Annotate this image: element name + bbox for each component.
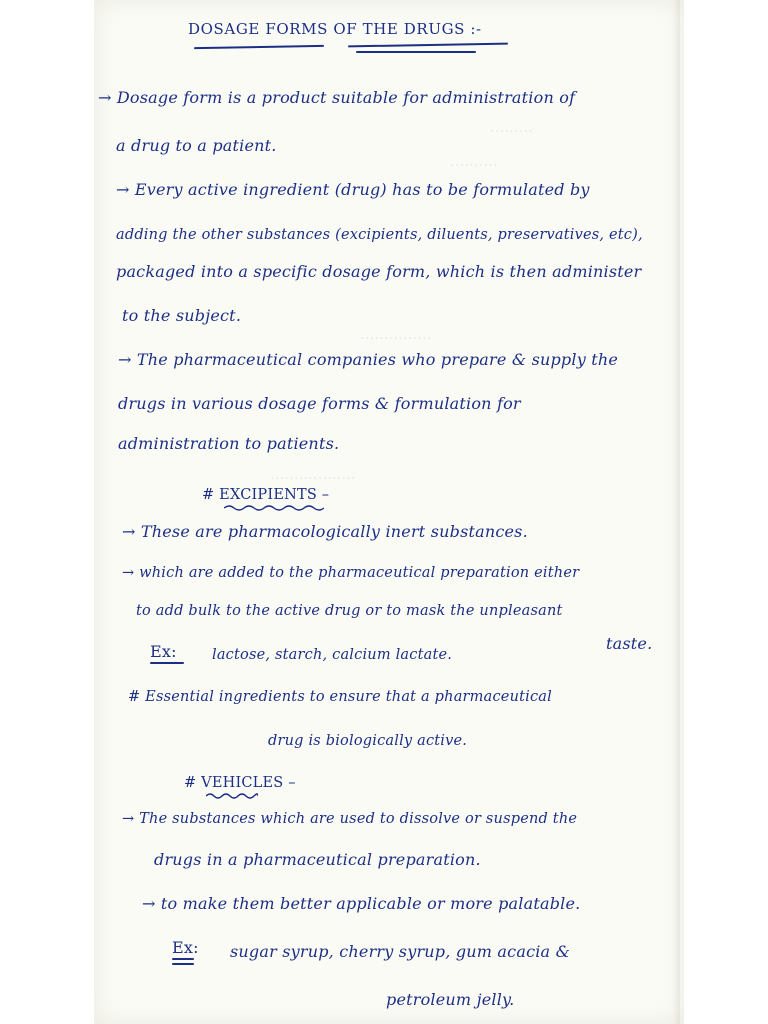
show-through: .................. [270, 465, 356, 483]
text-line: → to make them better applicable or more palatable. [142, 894, 581, 913]
example-label: Ex: [172, 938, 199, 957]
example-text: lactose, starch, calcium lactate. [212, 647, 453, 663]
show-through: ............... [360, 325, 432, 343]
text-line: a drug to a patient. [116, 136, 277, 155]
text-line: taste. [606, 634, 653, 653]
text-line: to the subject. [122, 306, 242, 325]
example-underline [172, 963, 194, 965]
section-heading: # EXCIPIENTS – [202, 487, 330, 503]
text-line: → These are pharmacologically inert substances. [122, 522, 528, 541]
text-line: packaged into a specific dosage form, which is then administer [116, 262, 642, 281]
text-line: drug is biologically active. [268, 733, 468, 749]
text-line: # Essential ingredients to ensure that a pharmaceutical [128, 689, 552, 705]
text-line: administration to patients. [118, 434, 340, 453]
text-line: → which are added to the pharmaceutical preparation either [122, 565, 580, 581]
example-text: sugar syrup, cherry syrup, gum acacia & [230, 942, 571, 961]
show-through: ......... [490, 118, 533, 136]
heading-wavy-underline [224, 504, 324, 512]
heading-wavy-underline [206, 792, 258, 800]
example-label: Ex: [150, 642, 177, 661]
text-line: adding the other substances (excipients, diluents, preservatives, etc), [116, 227, 643, 243]
title-underline [356, 51, 476, 53]
example-text: petroleum jelly. [386, 990, 515, 1009]
text-line: → The pharmaceutical companies who prepare & supply the [118, 350, 619, 369]
section-heading: # VEHICLES – [184, 775, 296, 791]
show-through: .......... [450, 152, 498, 170]
text-line: to add bulk to the active drug or to mask the unpleasant [136, 603, 563, 619]
example-underline [150, 662, 184, 664]
text-line: → Every active ingredient (drug) has to be formulated by [116, 180, 590, 199]
text-line: drugs in various dosage forms & formulation for [118, 394, 521, 413]
text-line: drugs in a pharmaceutical preparation. [154, 850, 481, 869]
text-line: → The substances which are used to dissolve or suspend the [122, 811, 578, 827]
page-title: DOSAGE FORMS OF THE DRUGS :- [188, 20, 482, 38]
text-line: → Dosage form is a product suitable for administration of [98, 88, 576, 107]
example-underline [172, 958, 194, 960]
